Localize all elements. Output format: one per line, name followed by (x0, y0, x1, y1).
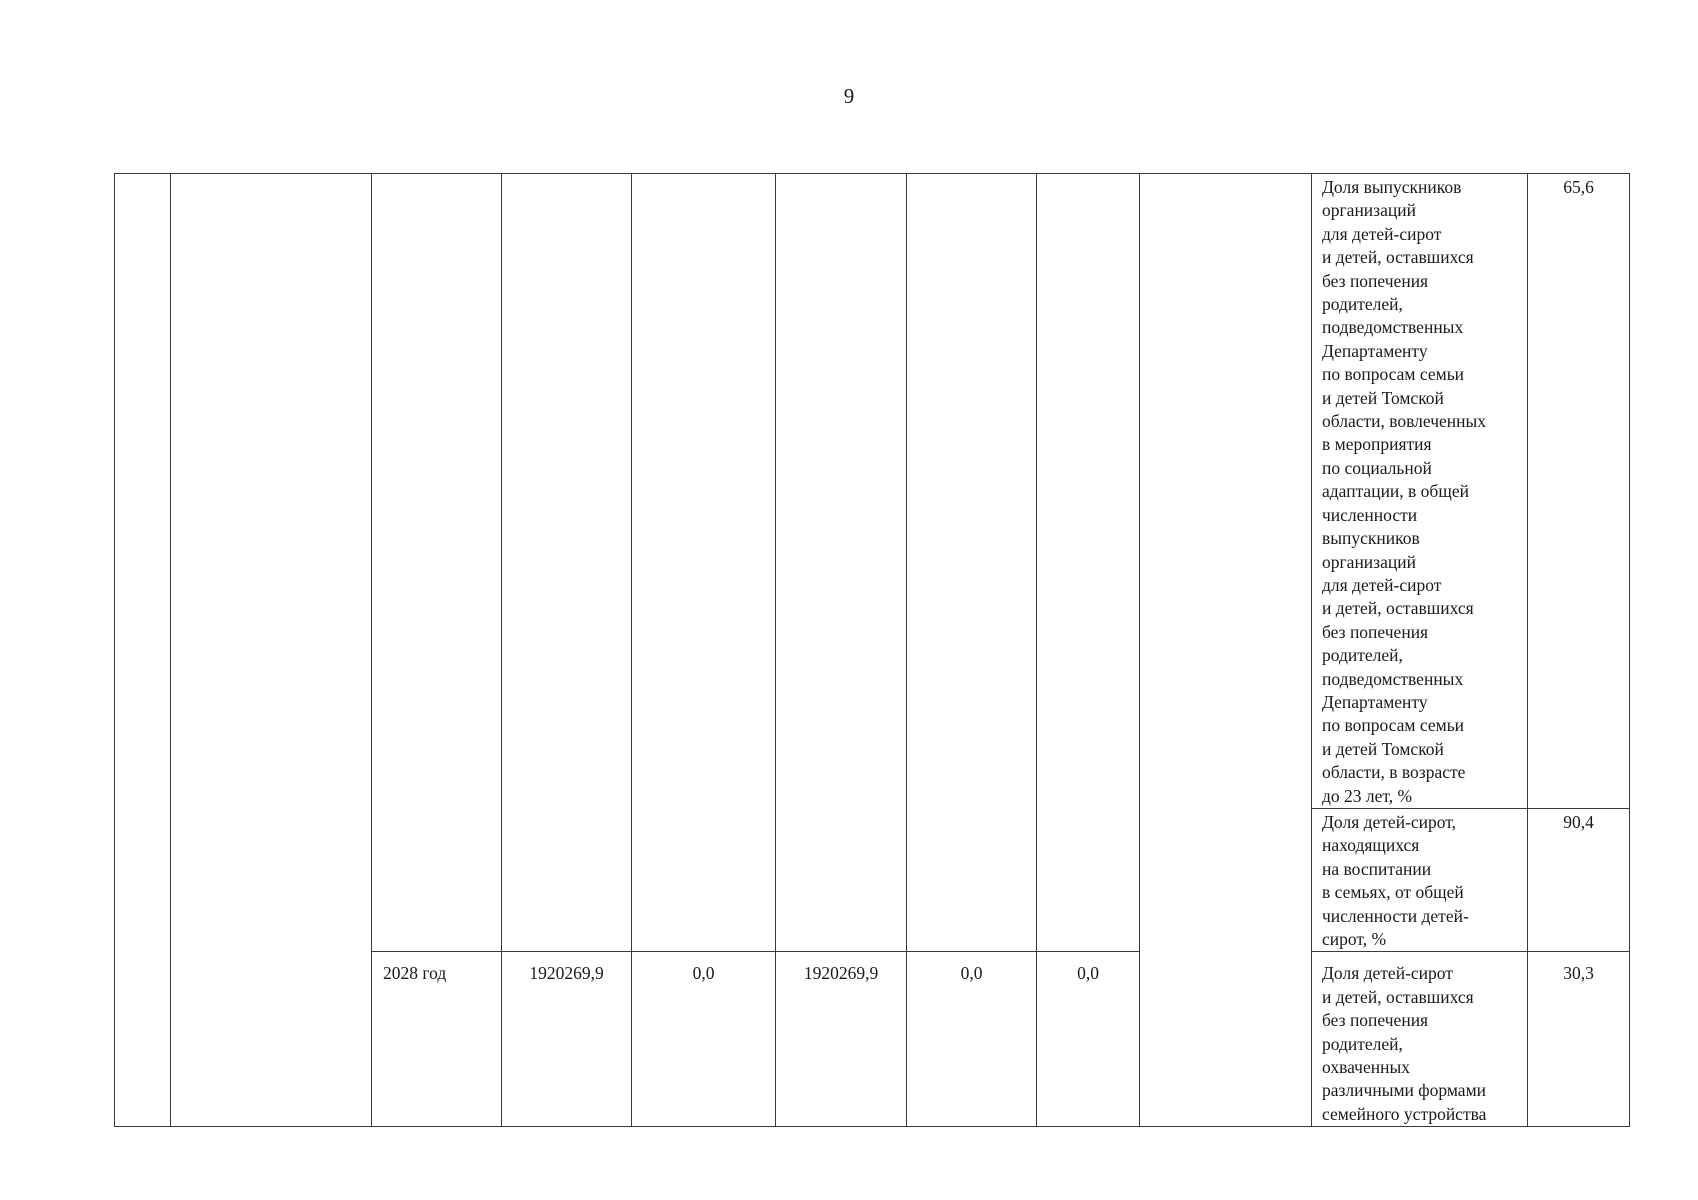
indicator-name-cell: Доля выпускников организаций для детей-сирот и детей, оставшихся без попечения родителей, подведомственных Департаменту по вопросам семьи и детей Томской области, вовлеченных в мероприятия по социальной адаптации, в общей численности выпускников организаций для детей-сирот и детей, оставшихся без попечения родителей, подведомственных Департаменту по вопросам семьи и детей Томской области, в возрасте до 23 лет, % (1312, 174, 1528, 809)
federal-budget-cell-empty (632, 174, 776, 952)
extrabudgetary-cell-empty (1037, 174, 1140, 952)
total-amount-cell-empty (502, 174, 632, 952)
year-cell-empty (372, 174, 502, 952)
federal-budget-cell: 0,0 (632, 952, 776, 1127)
program-funding-table (114, 173, 1630, 1127)
indicator-value-cell: 90,4 (1528, 808, 1630, 951)
table-row-indicator-1 (115, 174, 1630, 809)
year-cell: 2028 год (372, 952, 502, 1127)
measure-name-cell (171, 174, 372, 1127)
participant-cell (1140, 174, 1312, 1127)
local-budget-cell: 0,0 (907, 952, 1037, 1127)
number-cell (115, 174, 171, 1127)
regional-budget-cell-empty (776, 174, 907, 952)
total-amount-cell: 1920269,9 (502, 952, 632, 1127)
regional-budget-cell: 1920269,9 (776, 952, 907, 1127)
indicator-name-cell: Доля детей-сирот, находящихся на воспитании в семьях, от общей численности детей- сирот, % (1312, 808, 1528, 951)
local-budget-cell-empty (907, 174, 1037, 952)
indicator-name-cell: Доля детей-сирот и детей, оставшихся без попечения родителей, охваченных различными формами семейного устройства (1312, 952, 1528, 1127)
indicator-value-cell: 30,3 (1528, 952, 1630, 1127)
page-number: 9 (843, 84, 855, 108)
extrabudgetary-cell: 0,0 (1037, 952, 1140, 1127)
indicator-value-cell: 65,6 (1528, 174, 1630, 809)
